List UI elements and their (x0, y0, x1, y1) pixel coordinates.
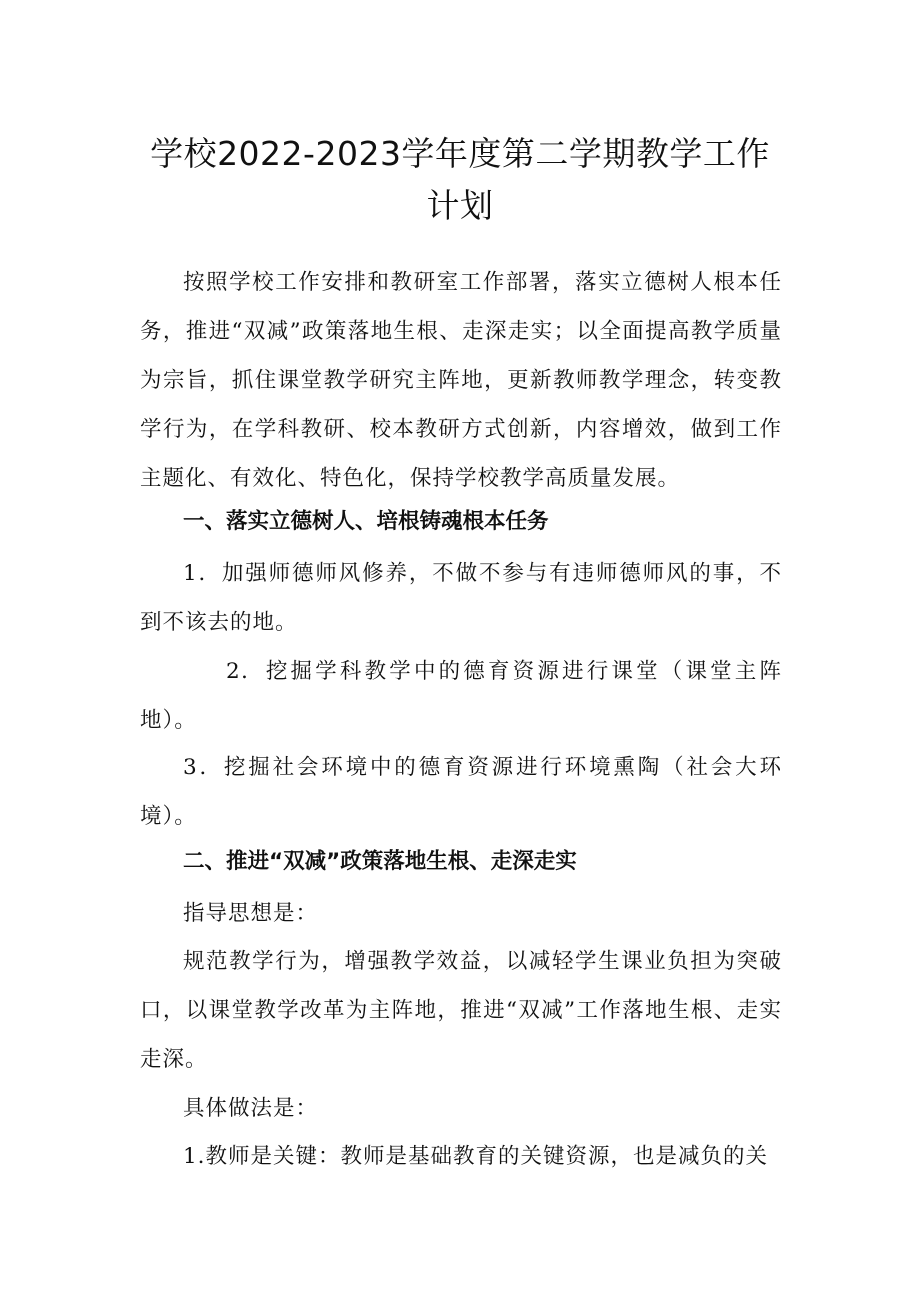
section1-item-2 (140, 647, 782, 745)
method-item-1: 1.教师是关键：教师是基础教育的关键资源，也是减负的关 (183, 1144, 769, 1169)
section2-heading: 二、推进“双减”政策落地生根、走深走实 (183, 849, 577, 874)
section1-item-1: 1．加强师德师风修养，不做不参与有违师德师风的事，不到不该去的地。 (140, 561, 782, 635)
section1-item-2-text: ．挖掘学科教学中的德育资源进行课堂（课堂主阵地）。 (140, 659, 782, 733)
intro-paragraph: 按照学校工作安排和教研室工作部署，落实立德树人根本任务，推进“双减”政策落地生根、走深走实；以全面提高教学质量为宗旨，抓住课堂教学研究主阵地，更新教师教学理念，转变教学行为，在学科教研、校本教研方式创新，内容增效，做到工作主题化、有效化、特色化，保持学校教学高质量发展。 (140, 270, 782, 491)
guiding-paragraph: 规范教学行为，增强教学效益，以减轻学生课业负担为突破口，以课堂教学改革为主阵地，推进“双减”工作落地生根、走实走深。 (140, 949, 782, 1072)
section1-item-2-number: 2 (226, 659, 241, 684)
section1-item-3: 3．挖掘社会环境中的德育资源进行环境熏陶（社会大环境）。 (140, 755, 782, 829)
document-title: 学校2022-2023学年度第二学期教学工作计划 (150, 134, 770, 225)
method-label: 具体做法是： (183, 1096, 319, 1121)
section1-heading: 一、落实立德树人、培根铸魂根本任务 (183, 509, 549, 534)
guiding-label: 指导思想是： (183, 901, 319, 926)
